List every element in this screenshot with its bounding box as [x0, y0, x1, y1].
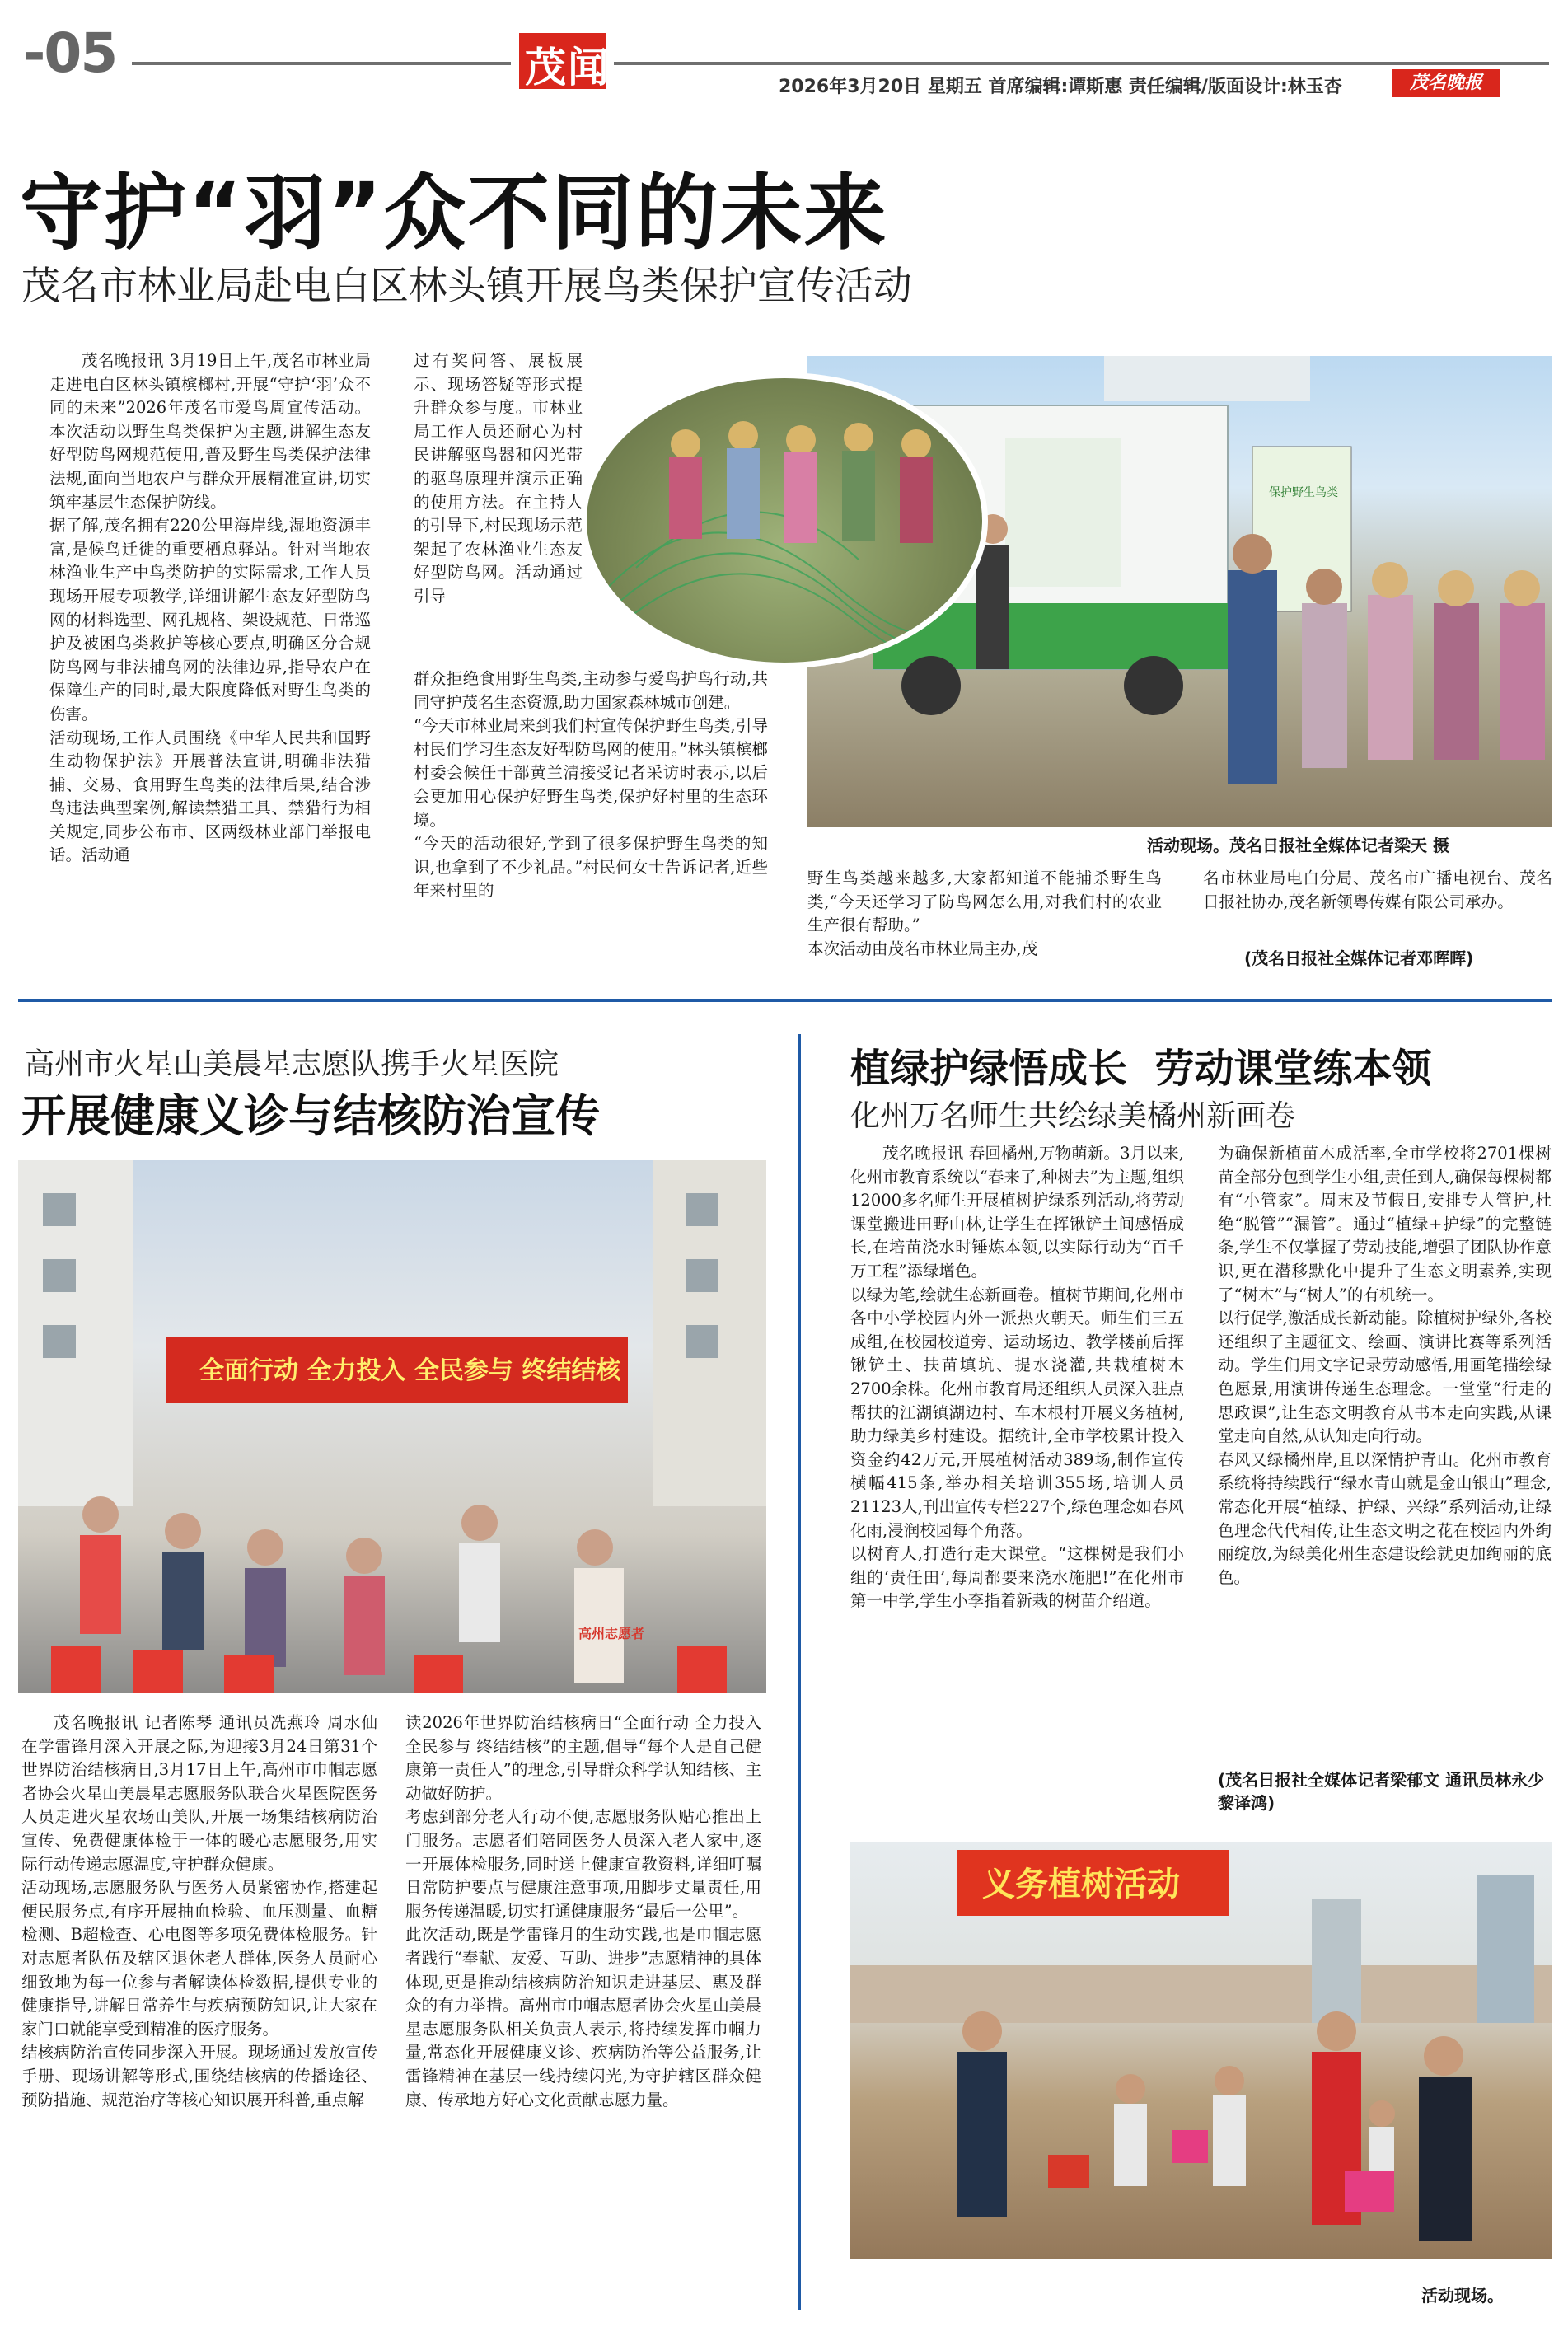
article1-col3: 野生鸟类越来越多,大家都知道不能捕杀野生鸟类,“今天还学习了防鸟网怎么用,对我们村的农业生产很有帮助。” 本次活动由茂名市林业局主办,茂 — [807, 869, 1162, 958]
article3-title: 植绿护绿悟成长 劳动课堂练本领 — [850, 1046, 1432, 1092]
article2-col2: 读2026年世界防治结核病日“全面行动 全力投入 全民参与 终结结核”的主题,倡导“每个人是自己健康第一责任人”的理念,引导群众科学认知结核、主动做好防护。 考虑到部分老人行动不便,志愿服务队贴心推出上门服务。志愿者们陪同医务人员深入老人家中,逐一开展体检服务,同时送上健康宣教资料,详细叮嘱日常防护要点与健康注意事项,用脚步丈量责任,用服务传递温暖,切实打通健康服务“最后一公里”。 此次活动,既是学雷锋月的生动实践,也是巾帼志愿者践行“奉献、友爱、互助、进步”志愿精神的具体体现,更是推动结核病防治知识走进基层、惠及群众的有力举措。高州市巾帼志愿者协会火星山美晨星志愿服务队相关负责人表示,将持续发挥巾帼力量,常态化开展健康义诊、疾病防治等公益服务,让雷锋精神在基层一线持续闪光,为守护辖区群众健康、传承地方好心文化贡献志愿力量。 — [405, 1713, 761, 2109]
article1-col2-wrap: 过有奖问答、展板展示、现场答疑等形式提升群众参与度。市林业局工作人员还耐心为村民讲解驱鸟器和闪光带的驱鸟原理并演示正确的使用方法。在主持人的引导下,村民现场示范架起了农林渔业生态友好型防鸟网。活动通过引导 — [414, 351, 583, 606]
masthead-logo: 茂名晚报 — [1392, 69, 1500, 97]
article3-subtitle: 化州万名师生共绘绿美橘州新画卷 — [850, 1099, 1296, 1133]
article1-byline: (茂名日报社全媒体记者邓晖晖) — [1244, 948, 1474, 968]
article2-photo — [18, 1160, 766, 1693]
photo3-banner: 义务植树活动 — [982, 1866, 1180, 1903]
article2-col1: 茂名晚报讯 记者陈琴 通讯员冼燕玲 周水仙 在学雷锋月深入开展之际,为迎接3月24日第31个世界防治结核病日,3月17日上午,高州市巾帼志愿者协会火星山美晨星志愿服务队联合火星医院医务人员走进火星农场山美队,开展一场集结核病防治宣传、免费健康体检于一体的暖心志愿服务,用实际行动传递志愿温度,守护群众健康。 活动现场,志愿服务队与医务人员紧密协作,搭建起便民服务点,有序开展抽血检验、血压测量、血糖检测、B超检查、心电图等多项免费体检服务。针对志愿者队伍及辖区退休老人群体,医务人员耐心细致地为每一位参与者解读体检数据,提供专业的健康指导,讲解日常养生与疾病预防知识,让大家在家门口就能享受到精准的医疗服务。 结核病防治宣传同步深入开展。现场通过发放宣传手册、现场讲解等形式,围绕结核病的传播途径、预防措施、规范治疗等核心知识展开科普,重点解 — [21, 1713, 377, 2109]
photo2-vest-text: 高州志愿者 — [578, 1626, 645, 1641]
article2-kicker: 高州市火星山美晨星志愿队携手火星医院 — [25, 1047, 559, 1081]
column-divider — [798, 1034, 801, 2310]
article3-photo — [850, 1842, 1552, 2259]
section-label: 茂闻 — [525, 44, 611, 91]
header-rule-right — [614, 62, 1549, 65]
article1-subtitle: 茂名市林业局赴电白区林头镇开展鸟类保护宣传活动 — [21, 264, 912, 309]
article1-col2: 群众拒绝食用野生鸟类,主动参与爱鸟护鸟行动,共同守护茂名生态资源,助力国家森林城市创建。 “今天市林业局来到我们村宣传保护野生鸟类,引导村民们学习生态友好型防鸟网的使用。”林头镇槟榔村委会候任干部黄兰清接受记者采访时表示,以后会更加用心保护好野生鸟类,保护好村里的生态环境。 “今天的活动很好,学到了很多保护野生鸟类的知识,也拿到了不少礼品。”村民何女士告诉记者,近些年来村里的 — [414, 669, 768, 901]
article3-photo-caption: 活动现场。 — [1421, 2286, 1504, 2306]
header-info: 2026年3月20日 星期五 首席编辑:谭斯惠 责任编辑/版面设计:林玉杏 — [779, 77, 1342, 97]
article3-byline: (茂名日报社全媒体记者梁郁文 通讯员林永少 黎译鸿) — [1218, 1770, 1545, 1813]
photo2-banner: 全面行动 全力投入 全民参与 终结结核 — [199, 1356, 621, 1385]
article1-photo-caption: 活动现场。茂名日报社全媒体记者梁天 摄 — [1147, 836, 1449, 855]
photo-board-text: 保护野生鸟类 — [1269, 486, 1338, 499]
header-rule — [132, 62, 511, 65]
article3-col1: 茂名晚报讯 春回橘州,万物萌新。3月以来,化州市教育系统以“春来了,种树去”为主题,组织12000多名师生开展植树护绿系列活动,将劳动课堂搬进田野山林,让学生在挥锹铲土间感悟成长,在培苗浇水时锤炼本领,以实际行动为“百千万工程”添绿增色。 以绿为笔,绘就生态新画卷。植树节期间,化州市各中小学校园内外一派热火朝天。师生们三五成组,在校园校道旁、运动场边、教学楼前后挥锹铲土、扶苗填坑、提水浇灌,共栽植树木2700余株。化州市教育局还组织人员深入驻点帮扶的江湖镇湖边村、车木根村开展义务植树,助力绿美乡村建设。据统计,全市学校累计投入资金约42万元,开展植树活动389场,制作宣传横幅415条,举办相关培训355场,培训人员21123人,刊出宣传专栏227个,绿色理念如春风化雨,浸润校园每个角落。 以树育人,打造行走大课堂。“这棵树是我们小组的‘责任田’,每周都要来浇水施肥!”在化州市第一中学,学生小李指着新栽的树苗介绍道。 — [850, 1144, 1184, 1611]
article1-col4: 名市林业局电白分局、茂名市广播电视台、茂名日报社协办,茂名新领粤传媒有限公司承办。 — [1203, 869, 1552, 911]
article3-col2: 为确保新植苗木成活率,全市学校将2701棵树苗全部分包到学生小组,责任到人,确保每棵树都有“小管家”。周末及节假日,安排专人管护,杜绝“脱管”“漏管”。通过“植绿+护绿”的完整链条,学生不仅掌握了劳动技能,增强了团队协作意识,更在潜移默化中提升了生态文明素养,实现了“树木”与“树人”的有机统一。 以行促学,激活成长新动能。除植树护绿外,各校还组织了主题征文、绘画、演讲比赛等系列活动。学生们用文字记录劳动感悟,用画笔描绘绿色愿景,用演讲传递生态理念。一堂堂“行走的思政课”,让生态文明教育从书本走向实践,从课堂走向自然,从认知走向行动。 春风又绿橘州岸,且以深情护青山。化州市教育系统将持续践行“绿水青山就是金山银山”理念,常态化开展“植绿、护绿、兴绿”系列活动,让绿色理念代代相传,让生态文明之花在校园内外绚丽绽放,为绿美化州生态建设绘就更加绚丽的底色。 — [1218, 1144, 1552, 1587]
article1-col1: 茂名晚报讯 3月19日上午,茂名市林业局走进电白区林头镇槟榔村,开展“守护‘羽’众不同的未来”2026年茂名市爱鸟周宣传活动。本次活动以野生鸟类保护为主题,讲解生态友好型防鸟网规范使用,普及野生鸟类保护法律法规,面向当地农户与群众开展精准宣讲,切实筑牢基层生态保护防线。 据了解,茂名拥有220公里海岸线,湿地资源丰富,是候鸟迁徙的重要栖息驿站。针对当地农林渔业生产中鸟类防护的实际需求,工作人员现场开展专项教学,详细讲解生态友好型防鸟网的材料选型、网孔规格、架设规范、日常巡护及被困鸟类救护等核心要点,明确区分合规防鸟网与非法捕鸟网的法律边界,指导农户在保障生产的同时,最大限度降低对野生鸟类的伤害。 活动现场,工作人员围绕《中华人民共和国野生动物保护法》开展普法宣讲,明确非法猎捕、交易、食用野生鸟类的法律后果,结合涉鸟违法典型案例,解读禁猎工具、禁猎行为相关规定,同步公布市、区两级林业部门举报电话。活动通 — [49, 351, 372, 865]
article1-title: 守护“羽”众不同的未来 — [20, 165, 888, 261]
article1-inset-photo — [581, 372, 988, 668]
section-divider — [18, 999, 1552, 1002]
page-number: -05 — [23, 21, 117, 85]
article2-title: 开展健康义诊与结核防治宣传 — [21, 1090, 600, 1142]
